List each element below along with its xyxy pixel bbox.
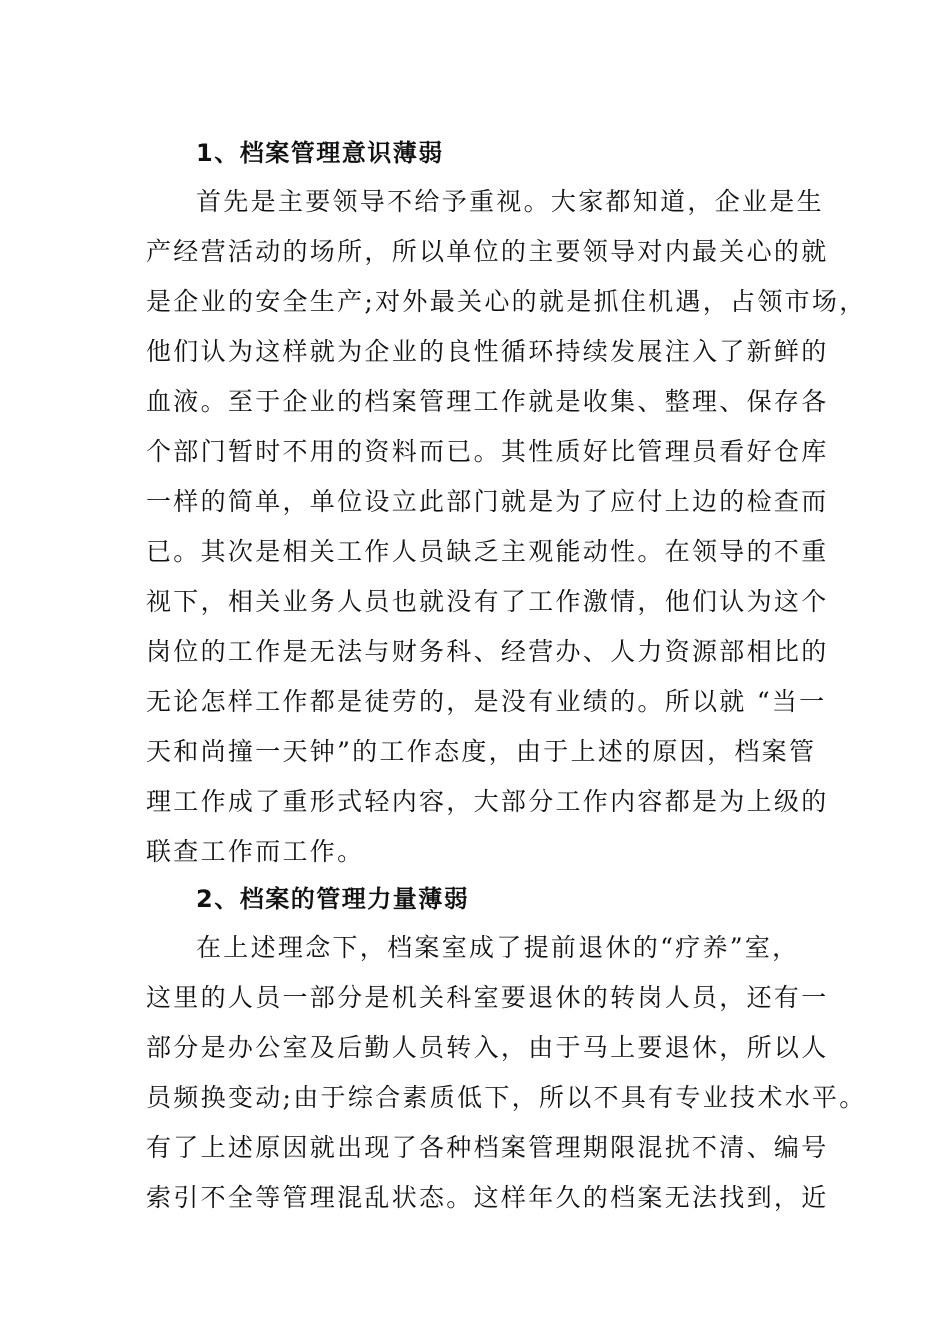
paragraph-line: 个部门暂时不用的资料而已。其性质好比管理员看好仓库 [146,437,829,466]
paragraph-line: 首先是主要领导不给予重视。大家都知道，企业是生 [196,187,824,216]
paragraph-line: 视下，相关业务人员也就没有了工作激情，他们认为这个 [146,587,829,616]
paragraph-line: 一样的简单，单位设立此部门就是为了应付上边的检查而 [146,487,829,516]
paragraph-line: 员频换变动;由于综合素质低下，所以不具有专业技术水平。 [146,1083,867,1112]
paragraph-line: 联查工作而工作。 [146,837,365,866]
paragraph-line: 是企业的安全生产;对外最关心的就是抓住机遇，占领市场， [146,287,867,316]
paragraph-line: 理工作成了重形式轻内容，大部分工作内容都是为上级的 [146,787,829,816]
paragraph-line: 已。其次是相关工作人员缺乏主观能动性。在领导的不重 [146,537,829,566]
paragraph-line: 岗位的工作是无法与财务科、经营办、人力资源部相比的 [146,637,829,666]
paragraph-line: 血液。至于企业的档案管理工作就是收集、整理、保存各 [146,387,829,416]
section-2-heading: 2、档案的管理力量薄弱 [196,885,470,913]
paragraph-line: 无论怎样工作都是徒劳的，是没有业绩的。所以就 “当一 [146,687,827,716]
paragraph-line: 产经营活动的场所，所以单位的主要领导对内最关心的就 [146,237,829,266]
paragraph-line: 天和尚撞一天钟”的工作态度，由于上述的原因，档案管 [146,737,817,766]
paragraph-line: 索引不全等管理混乱状态。这样年久的档案无法找到，近 [146,1183,829,1212]
paragraph-line: 部分是办公室及后勤人员转入，由于马上要退休，所以人 [146,1033,829,1062]
section-1-heading: 1、档案管理意识薄弱 [196,139,444,167]
paragraph-line: 这里的人员一部分是机关科室要退休的转岗人员，还有一 [146,983,829,1012]
paragraph-line: 在上述理念下，档案室成了提前退休的“疗养”室， [196,933,800,962]
paragraph-line: 有了上述原因就出现了各种档案管理期限混扰不清、编号 [146,1133,829,1162]
paragraph-line: 他们认为这样就为企业的良性循环持续发展注入了新鲜的 [146,337,829,366]
